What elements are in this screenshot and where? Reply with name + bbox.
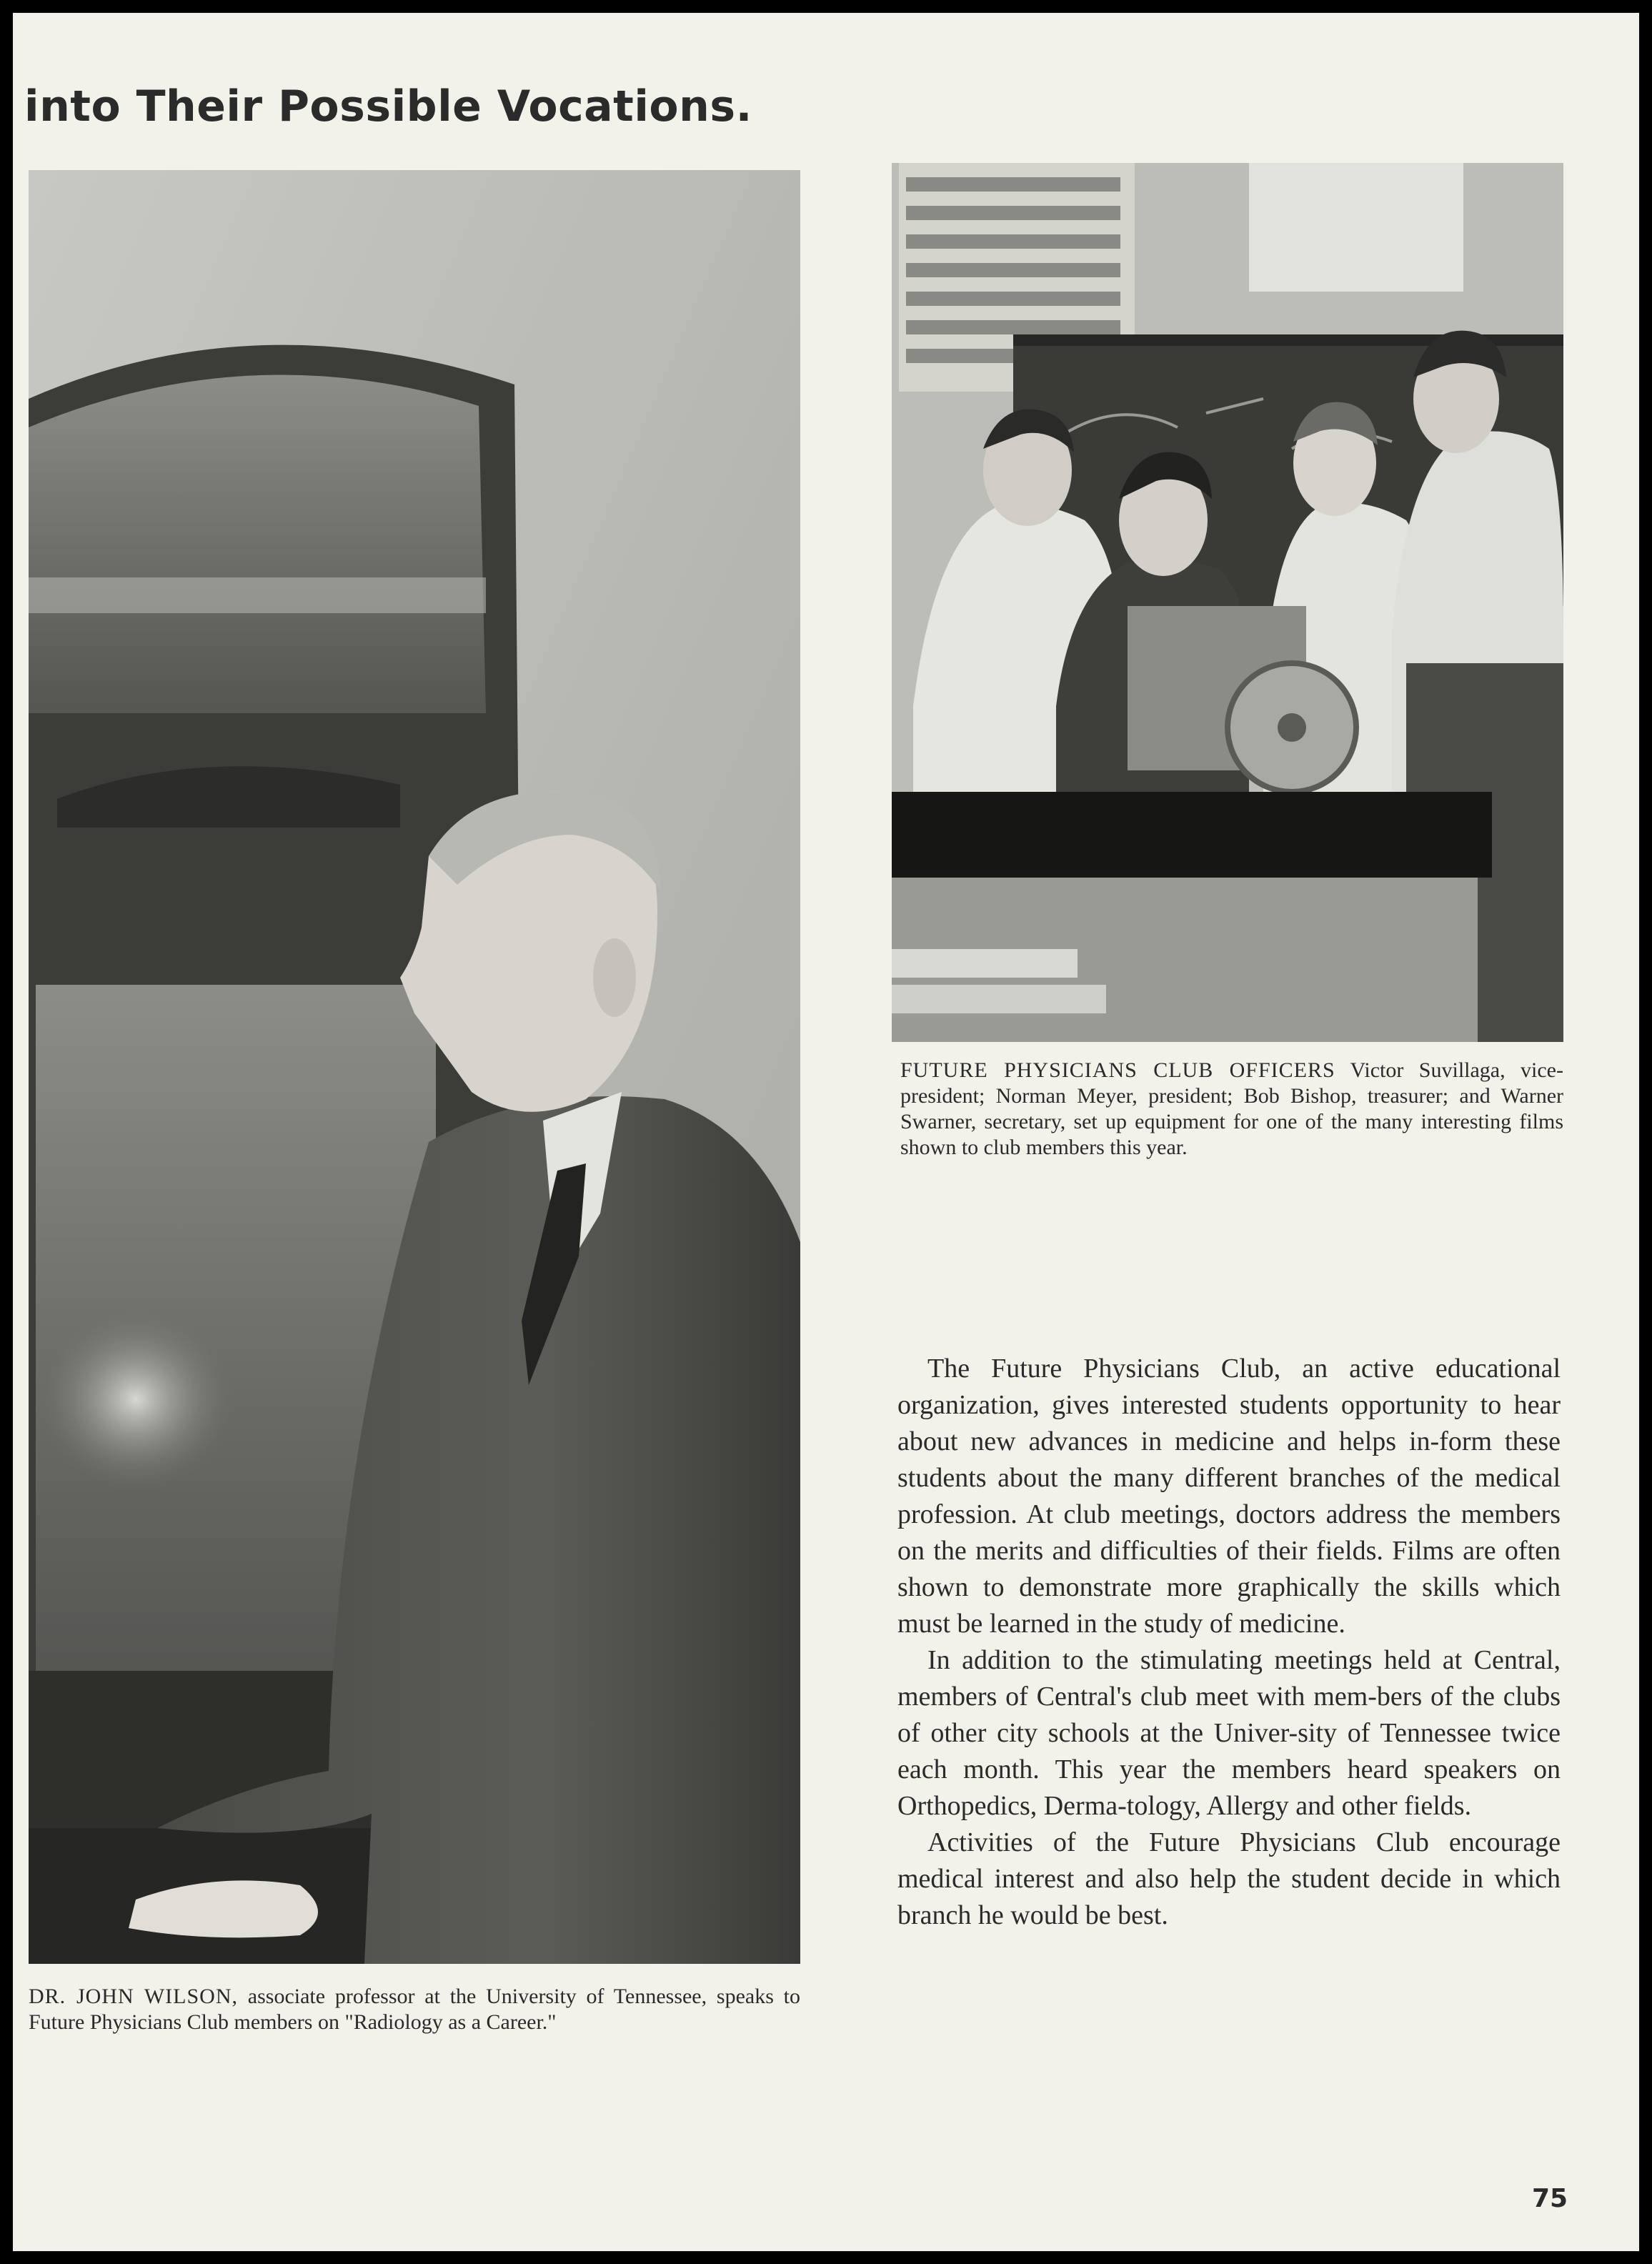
article-body [897,1351,1561,1934]
caption-text: Victor Suvillaga, vice-president; Norman Meyer, president; Bob Bishop, treasurer; and Warner Swarner, secretary, set up equipment for one of the many interesting films shown to club members this year. [900,1058,1563,1159]
yearbook-page [13,13,1639,2251]
page-number: 75 [1532,2184,1568,2213]
article-paragraph: Activities of the Future Physicians Club encourage medical interest and also help the student decide in which branch he would be best. [897,1827,1561,1930]
club-officers-photo [892,163,1563,1042]
officers-photo-caption [900,1058,1563,1161]
article-paragraph: The Future Physicians Club, an active educational organization, gives interested students opportunity to hear about new advances in medicine and helps in-form these students about the many different branches of the medical profession. At club meetings, doctors address the members on the merits and difficulties of their fields. Films are often shown to demonstrate more graphically the skills which must be learned in the study of medicine. [897,1354,1561,1639]
page-headline: into Their Possible Vocations. [24,81,752,131]
caption-lead: DR. JOHN WILSON, [29,1985,239,2008]
caption-lead: FUTURE PHYSICIANS CLUB OFFICERS [900,1058,1335,1082]
article-paragraph: In addition to the stimulating meetings held at Central, members of Central's club meet with mem-bers of the clubs of other city schools at the Univer-sity of Tennessee twice each month. This year the members heard speakers on Orthopedics, Derma-tology, Allergy and other fields. [897,1645,1561,1821]
caption-text: associate professor at the University of Tennessee, speaks to Future Physicians Club members on "Radiology as a Career." [29,1985,800,2034]
lecturer-photo-caption [29,1984,800,2035]
lecturer-photo [29,170,800,1964]
